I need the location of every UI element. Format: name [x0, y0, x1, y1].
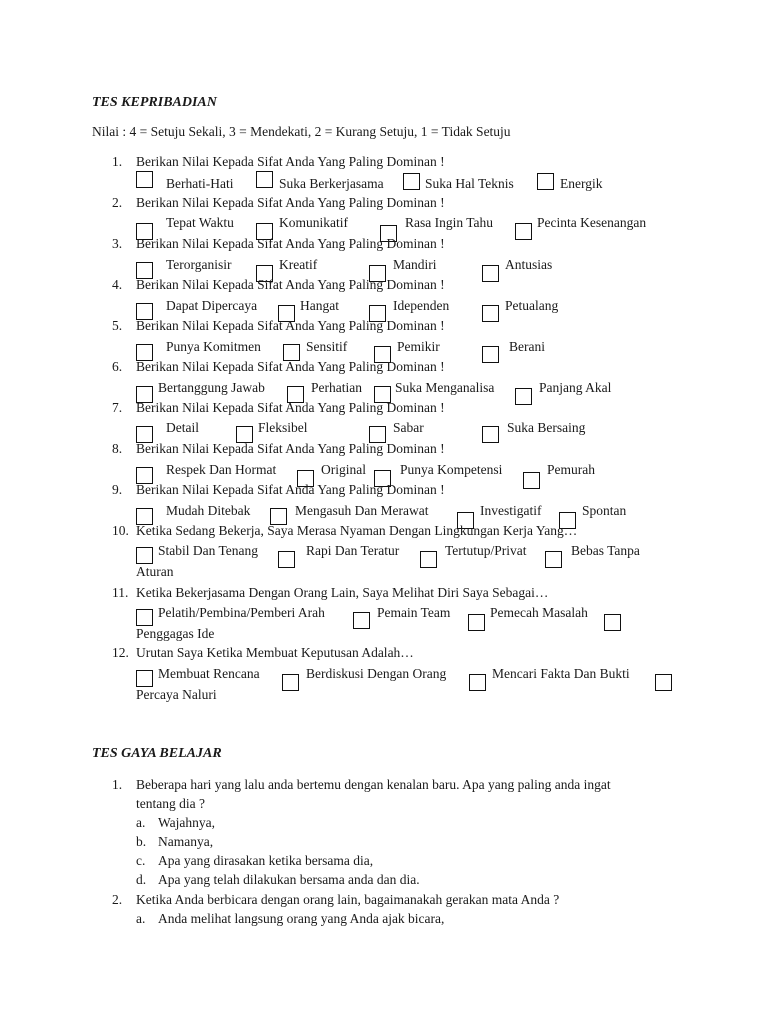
answer-option[interactable]: Anda melihat langsung orang yang Anda ajak bicara, [158, 911, 445, 926]
section-title-learning: TES GAYA BELAJAR [92, 746, 222, 761]
answer-option[interactable]: Apa yang dirasakan ketika bersama dia, [158, 853, 374, 868]
rating-checkbox[interactable] [537, 173, 554, 190]
question-text: Ketika Bekerjasama Dengan Orang Lain, Saya Melihat Diri Saya Sebagai… [136, 585, 549, 600]
rating-checkbox[interactable] [523, 472, 540, 489]
option-label: Mencari Fakta Dan Bukti [492, 666, 630, 681]
option-label: Mandiri [393, 257, 437, 272]
question-number: 3. [112, 236, 123, 251]
section-title-personality: TES KEPRIBADIAN [92, 95, 217, 110]
option-letter: a. [136, 815, 146, 830]
option-label: Suka Berkerjasama [279, 176, 384, 191]
option-label: Mengasuh Dan Merawat [295, 503, 429, 518]
question-number: 1. [112, 777, 123, 792]
option-label-continued: Penggagas Ide [136, 626, 215, 641]
option-label: Pemurah [547, 462, 595, 477]
rating-checkbox[interactable] [482, 426, 499, 443]
question-number: 11. [112, 585, 129, 600]
option-label: Panjang Akal [539, 380, 612, 395]
option-label: Pemain Team [377, 605, 451, 620]
rating-checkbox[interactable] [353, 612, 370, 629]
option-label-continued: Percaya Naluri [136, 687, 217, 702]
option-label: Suka Bersaing [507, 420, 586, 435]
question-text: Berikan Nilai Kepada Sifat Anda Yang Paling Dominan ! [136, 482, 445, 497]
question-number: 1. [112, 154, 123, 169]
rating-checkbox[interactable] [655, 674, 672, 691]
question-text: Berikan Nilai Kepada Sifat Anda Yang Paling Dominan ! [136, 400, 445, 415]
option-label: Punya Komitmen [166, 339, 261, 354]
option-label: Komunikatif [279, 215, 348, 230]
option-label: Berdiskusi Dengan Orang [306, 666, 447, 681]
option-letter: b. [136, 834, 147, 849]
question-text: Berikan Nilai Kepada Sifat Anda Yang Paling Dominan ! [136, 236, 445, 251]
answer-option[interactable]: Namanya, [158, 834, 214, 849]
option-label-continued: Aturan [136, 564, 174, 579]
option-label: Energik [560, 176, 603, 191]
option-letter: c. [136, 853, 146, 868]
question-text: Urutan Saya Ketika Membuat Keputusan Adalah… [136, 645, 414, 660]
option-label: Pemikir [397, 339, 440, 354]
question-text: Ketika Sedang Bekerja, Saya Merasa Nyaman Dengan Lingkungan Kerja Yang… [136, 523, 578, 538]
question-number: 4. [112, 277, 123, 292]
rating-checkbox[interactable] [136, 670, 153, 687]
rating-scale: Nilai : 4 = Setuju Sekali, 3 = Mendekati, 2 = Kurang Setuju, 1 = Tidak Setuju [92, 124, 511, 139]
rating-checkbox[interactable] [515, 223, 532, 240]
question-number: 8. [112, 441, 123, 456]
option-label: Petualang [505, 298, 559, 313]
option-label: Bertanggung Jawab [158, 380, 265, 395]
answer-option[interactable]: Wajahnya, [158, 815, 216, 830]
rating-checkbox[interactable] [482, 265, 499, 282]
option-label: Punya Kompetensi [400, 462, 503, 477]
rating-checkbox[interactable] [482, 305, 499, 322]
question-text: Berikan Nilai Kepada Sifat Anda Yang Paling Dominan ! [136, 195, 445, 210]
rating-checkbox[interactable] [482, 346, 499, 363]
option-label: Spontan [582, 503, 627, 518]
rating-checkbox[interactable] [136, 547, 153, 564]
answer-option[interactable]: Apa yang telah dilakukan bersama anda dan dia. [158, 872, 420, 887]
option-label: Stabil Dan Tenang [158, 543, 259, 558]
option-label: Bebas Tanpa [571, 543, 640, 558]
option-label: Pemecah Masalah [490, 605, 588, 620]
option-label: Fleksibel [258, 420, 308, 435]
rating-checkbox[interactable] [468, 614, 485, 631]
option-label: Rapi Dan Teratur [306, 543, 400, 558]
option-label: Detail [166, 420, 199, 435]
option-label: Terorganisir [166, 257, 232, 272]
rating-checkbox[interactable] [469, 674, 486, 691]
question-text: Berikan Nilai Kepada Sifat Anda Yang Paling Dominan ! [136, 359, 445, 374]
question-number: 6. [112, 359, 123, 374]
rating-checkbox[interactable] [278, 551, 295, 568]
option-label: Suka Hal Teknis [425, 176, 514, 191]
rating-checkbox[interactable] [282, 674, 299, 691]
option-label: Tepat Waktu [166, 215, 234, 230]
option-label: Berhati-Hati [166, 176, 234, 191]
question-text: Ketika Anda berbicara dengan orang lain, bagaimanakah gerakan mata Anda ? [136, 892, 560, 907]
question-text: Beberapa hari yang lalu anda bertemu dengan kenalan baru. Apa yang paling anda ingat [136, 777, 611, 792]
question-text: Berikan Nilai Kepada Sifat Anda Yang Paling Dominan ! [136, 441, 445, 456]
option-label: Original [321, 462, 366, 477]
option-label: Sensitif [306, 339, 348, 354]
option-letter: d. [136, 872, 147, 887]
question-number: 5. [112, 318, 123, 333]
option-label: Tertutup/Privat [445, 543, 527, 558]
option-label: Sabar [393, 420, 424, 435]
rating-checkbox[interactable] [136, 171, 153, 188]
rating-checkbox[interactable] [515, 388, 532, 405]
option-label: Hangat [300, 298, 339, 313]
rating-checkbox[interactable] [545, 551, 562, 568]
question-text-continued: tentang dia ? [136, 796, 205, 811]
option-label: Kreatif [279, 257, 318, 272]
rating-checkbox[interactable] [256, 171, 273, 188]
question-number: 2. [112, 195, 123, 210]
question-number: 9. [112, 482, 123, 497]
rating-checkbox[interactable] [420, 551, 437, 568]
question-text: Berikan Nilai Kepada Sifat Anda Yang Paling Dominan ! [136, 277, 445, 292]
rating-checkbox[interactable] [136, 609, 153, 626]
option-label: Berani [509, 339, 545, 354]
option-label: Pelatih/Pembina/Pemberi Arah [158, 605, 325, 620]
option-label: Respek Dan Hormat [166, 462, 277, 477]
option-label: Membuat Rencana [158, 666, 260, 681]
option-label: Perhatian [311, 380, 362, 395]
option-label: Idependen [393, 298, 450, 313]
rating-checkbox[interactable] [403, 173, 420, 190]
rating-checkbox[interactable] [604, 614, 621, 631]
option-label: Suka Menganalisa [395, 380, 495, 395]
question-number: 12. [112, 645, 129, 660]
question-text: Berikan Nilai Kepada Sifat Anda Yang Paling Dominan ! [136, 318, 445, 333]
option-label: Pecinta Kesenangan [537, 215, 647, 230]
question-number: 10. [112, 523, 129, 538]
option-letter: a. [136, 911, 146, 926]
question-number: 2. [112, 892, 123, 907]
option-label: Rasa Ingin Tahu [405, 215, 494, 230]
option-label: Dapat Dipercaya [166, 298, 258, 313]
question-text: Berikan Nilai Kepada Sifat Anda Yang Paling Dominan ! [136, 154, 445, 169]
question-number: 7. [112, 400, 123, 415]
option-label: Mudah Ditebak [166, 503, 251, 518]
option-label: Antusias [505, 257, 553, 272]
option-label: Investigatif [480, 503, 542, 518]
